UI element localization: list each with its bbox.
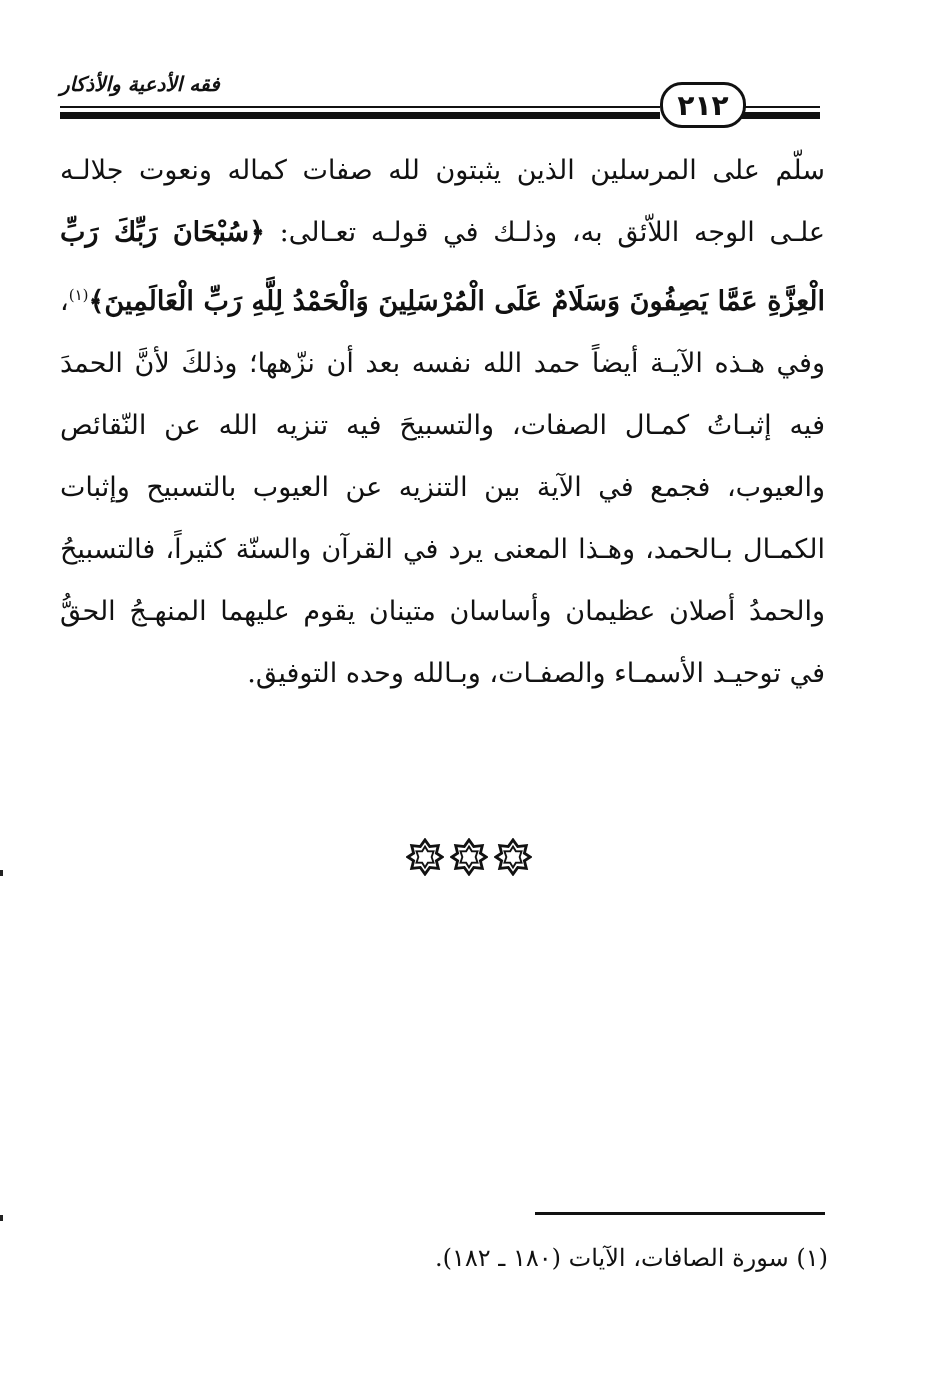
running-title: فقه الأدعية والأذكار — [60, 72, 220, 96]
body-paragraph — [60, 140, 825, 705]
footnote-separator — [535, 1212, 825, 1215]
star-ornament-icon — [406, 838, 444, 876]
header-rule-right-thin — [740, 106, 820, 108]
page-header — [60, 62, 820, 122]
page-number: ٢١٢ — [660, 82, 746, 128]
scan-edge-mark — [0, 870, 3, 876]
header-rule-thin — [60, 106, 660, 108]
footnote-reference: (١) — [68, 286, 89, 304]
scan-edge-mark — [0, 1215, 3, 1221]
header-rule-right-thick — [740, 112, 820, 119]
header-rule-thick — [60, 112, 660, 119]
star-ornament-icon — [494, 838, 532, 876]
body-text-rest: ، وفي هـذه الآيـة أيضاً حمد الله نفسه بعد أن نزّهها؛ وذلكَ لأنَّ الحمدَ فيه إثبـاتُ كمـال الصفات، والتسبيحَ فيه تنزيه الله عن النّقائص والعيوب، فجمع في الآية بين التنزيه عن العيوب بالتسبيح وإثبات الكمـال بـالحمد، وهـذا المعنى يرد في القرآن والسنّة كثيراً، فالتسبيحُ والحمدُ أصلان عظيمان وأساسان متينان يقوم عليهما المنهـجُ الحقُّ في توحيـد الأسمـاء والصفـات، وبـالله وحده التوفيق. — [60, 286, 825, 689]
body-text-intro: سلّم على المرسلين الذين يثبتون لله صفات كماله ونعوت جلالـه علـى الوجه اللاّئق به، وذلـك في قولـه تعـالى: — [60, 155, 825, 248]
star-ornament-icon — [450, 838, 488, 876]
footnote-1: (١) سورة الصافات، الآيات (١٨٠ ـ ١٨٢). — [435, 1244, 828, 1272]
quran-verse: ﴿سُبْحَانَ رَبِّكَ رَبِّ الْعِزَّةِ عَمَّا يَصِفُونَ وَسَلَامٌ عَلَى الْمُرْسَلِينَ وَالْحَمْدُ لِلَّهِ رَبِّ الْعَالَمِينَ﴾ — [60, 217, 825, 317]
section-ornament — [0, 838, 938, 898]
